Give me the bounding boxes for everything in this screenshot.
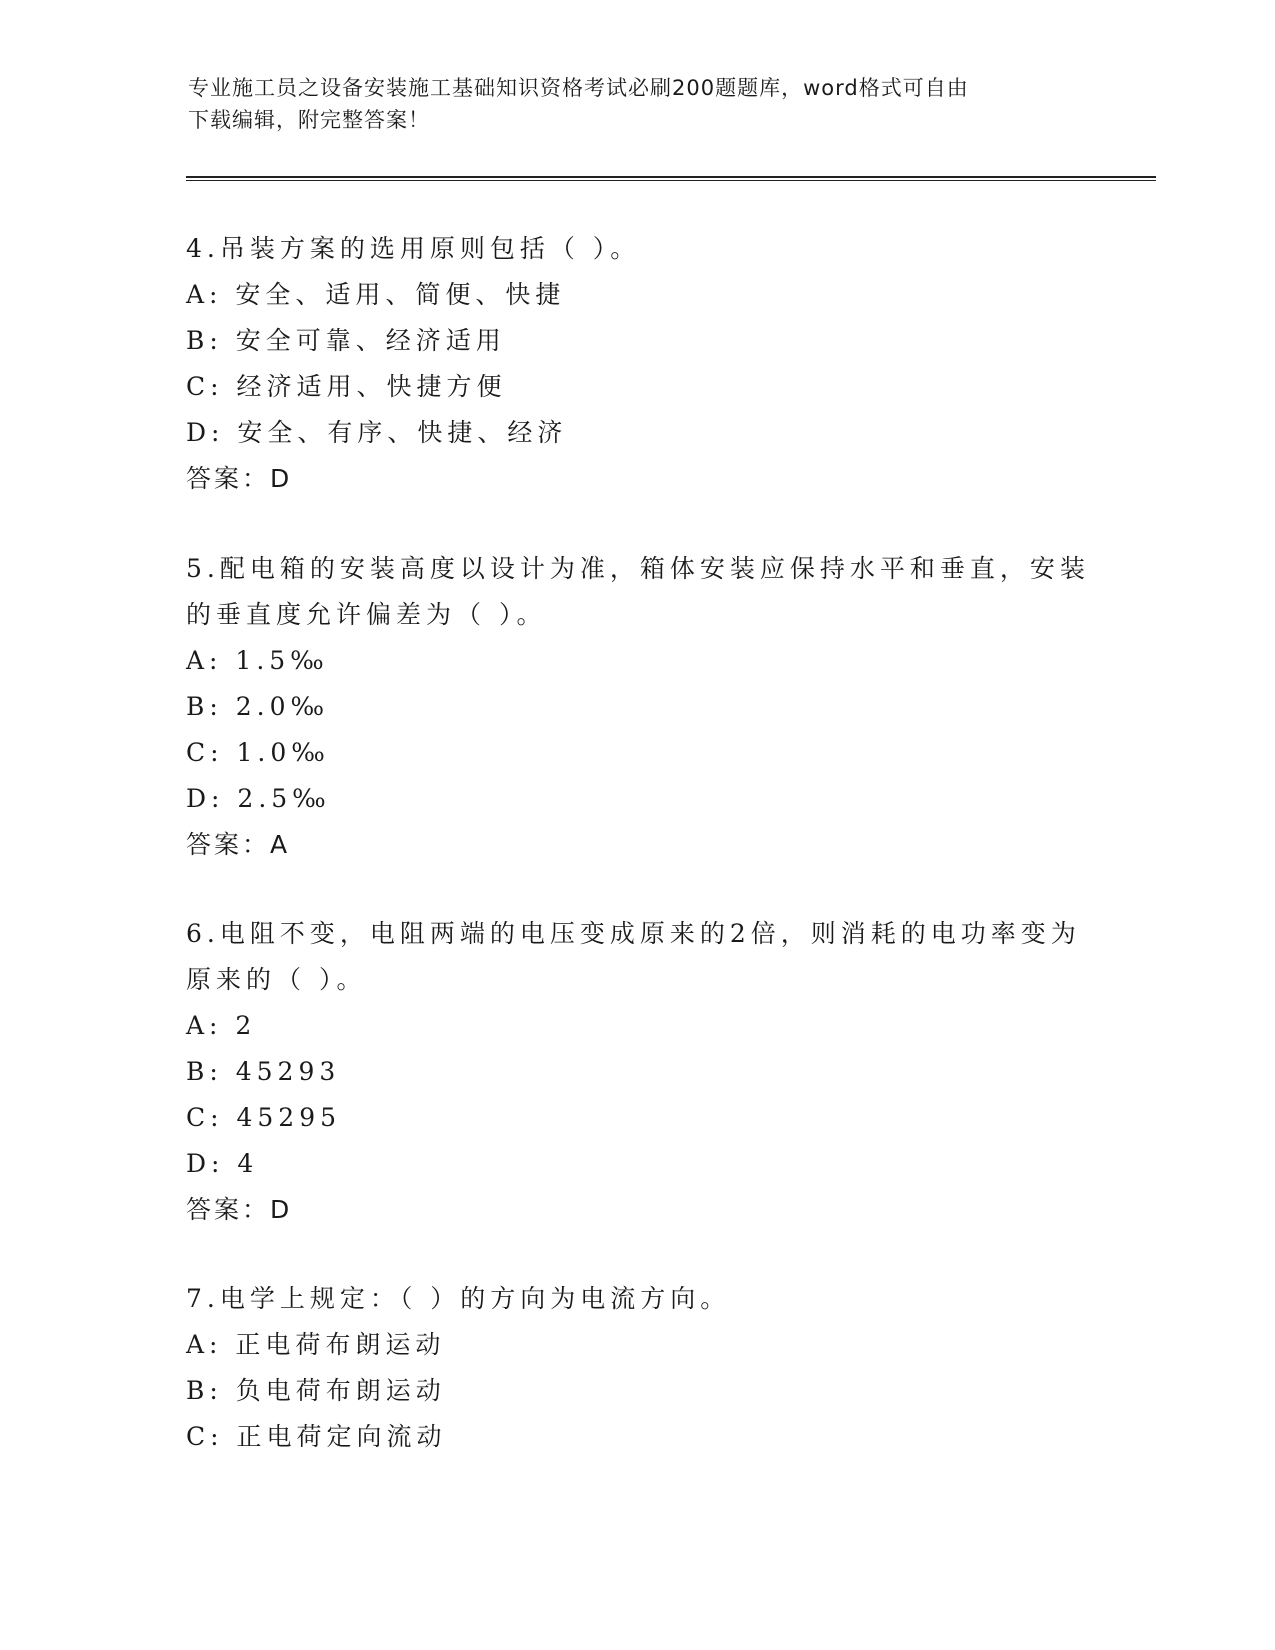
- option-a: A: 安全、适用、简便、快捷: [186, 280, 566, 309]
- option-a: A: 1.5‰: [186, 646, 329, 675]
- option-c: C: 经济适用、快捷方便: [186, 372, 507, 401]
- option-a: A: 2: [186, 1011, 257, 1040]
- header-divider: [186, 176, 1156, 181]
- answer-line: 答案：D: [186, 464, 293, 493]
- question-4: [186, 226, 1086, 502]
- option-c: C: 1.0‰: [186, 738, 330, 767]
- answer-line: 答案：D: [186, 1195, 293, 1224]
- document-header: [188, 72, 1078, 136]
- option-b: B: 2.0‰: [186, 692, 330, 721]
- option-b: B: 安全可靠、经济适用: [186, 326, 506, 355]
- option-b: B: 45293: [186, 1057, 341, 1086]
- question-7: [186, 1276, 1086, 1460]
- header-line-1: 专业施工员之设备安装施工基础知识资格考试必刷200题题库，word格式可自由: [188, 76, 969, 100]
- option-a: A: 正电荷布朗运动: [186, 1330, 446, 1359]
- option-c: C: 45295: [186, 1103, 342, 1132]
- option-c: C: 正电荷定向流动: [186, 1422, 447, 1451]
- question-text-cont: 原来的（ ）。: [186, 965, 367, 994]
- option-b: B: 负电荷布朗运动: [186, 1376, 446, 1405]
- question-5: [186, 546, 1090, 868]
- question-text-cont: 的垂直度允许偏差为（ ）。: [186, 600, 547, 629]
- option-d: D: 4: [186, 1149, 259, 1178]
- header-line-2: 下载编辑，附完整答案！: [188, 108, 430, 132]
- option-d: D: 2.5‰: [186, 784, 331, 813]
- question-text: 6.电阻不变，电阻两端的电压变成原来的2倍，则消耗的电功率变为: [186, 919, 1081, 948]
- question-text: 5.配电箱的安装高度以设计为准，箱体安装应保持水平和垂直，安装: [186, 554, 1090, 583]
- question-text: 7.电学上规定：（ ）的方向为电流方向。: [186, 1284, 731, 1313]
- option-d: D: 安全、有序、快捷、经济: [186, 418, 568, 447]
- question-6: [186, 911, 1086, 1233]
- question-text: 4.吊装方案的选用原则包括（ ）。: [186, 234, 641, 263]
- answer-line: 答案：A: [186, 830, 291, 859]
